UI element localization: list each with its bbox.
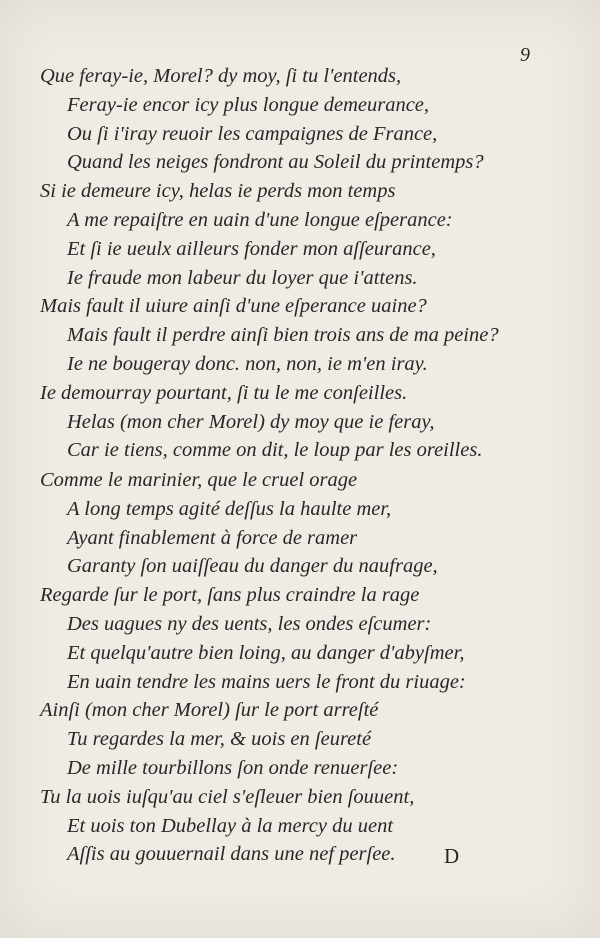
verse-line: Comme le marinier, que le cruel orage bbox=[40, 469, 358, 491]
verse-line: Regarde ſur le port, ſans plus craindre la rage bbox=[40, 584, 420, 607]
verse-line: En uain tendre les mains uers le front du riuage: bbox=[67, 670, 466, 693]
signature-mark: D bbox=[444, 844, 460, 868]
verse-line: A me repaiſtre en uain d'une longue eſperance: bbox=[67, 208, 453, 231]
sonnet-1 bbox=[40, 62, 540, 465]
verse-line: Tu la uois iuſqu'au ciel s'eſleuer bien ſouuent, bbox=[40, 785, 415, 808]
verse-line: Feray-ie encor icy plus longue demeurance, bbox=[67, 93, 430, 116]
verse-line: Que feray-ie, Morel? dy moy, ſi tu l'entends, bbox=[40, 65, 402, 87]
verse-line: Des uagues ny des uents, les ondes eſcumer: bbox=[67, 612, 432, 635]
verse-line: De mille tourbillons ſon onde renuerſee: bbox=[67, 756, 399, 779]
verse-line: Et uois ton Dubellay à la mercy du uent bbox=[67, 814, 394, 837]
verse-line: Aſſis au gouuernail dans une nef perſee. bbox=[67, 843, 396, 866]
verse-line: Garanty ſon uaiſſeau du danger du naufrage, bbox=[67, 555, 438, 578]
verse-line: Si ie demeure icy, helas ie perds mon temps bbox=[40, 180, 396, 203]
verse-line: Ie fraude mon labeur du loyer que i'attens. bbox=[67, 266, 418, 289]
verse-line: Car ie tiens, comme on dit, le loup par les oreilles. bbox=[67, 439, 483, 462]
verse-line: Ainſi (mon cher Morel) ſur le port arreſté bbox=[40, 699, 379, 722]
verse-line: Helas (mon cher Morel) dy moy que ie feray, bbox=[67, 410, 435, 433]
verse-line: Ou ſi i'iray reuoir les campaignes de France, bbox=[67, 122, 438, 145]
verse-line: A long temps agité deſſus la haulte mer, bbox=[67, 497, 392, 520]
verse-line: Et quelqu'autre bien loing, au danger d'abyſmer, bbox=[67, 641, 465, 664]
verse-line: Quand les neiges fondront au Soleil du printemps? bbox=[67, 151, 484, 174]
verse-line: Mais fault il uiure ainſi d'une eſperance uaine? bbox=[40, 295, 427, 318]
verse-line: Ie demourray pourtant, ſi tu le me conſeilles. bbox=[40, 381, 408, 404]
verse-line: Tu regardes la mer, & uois en ſeureté bbox=[67, 728, 372, 751]
sonnet-2 bbox=[40, 466, 540, 869]
verse-line: Mais fault il perdre ainſi bien trois ans de ma peine? bbox=[67, 324, 499, 347]
verse-line: Ayant finablement à force de ramer bbox=[67, 526, 358, 549]
verse-line: Ie ne bougeray donc. non, non, ie m'en iray. bbox=[67, 352, 428, 375]
verse-line: Et ſi ie ueulx ailleurs fonder mon aſſeurance, bbox=[67, 237, 436, 260]
page-number: 9 bbox=[520, 44, 530, 66]
